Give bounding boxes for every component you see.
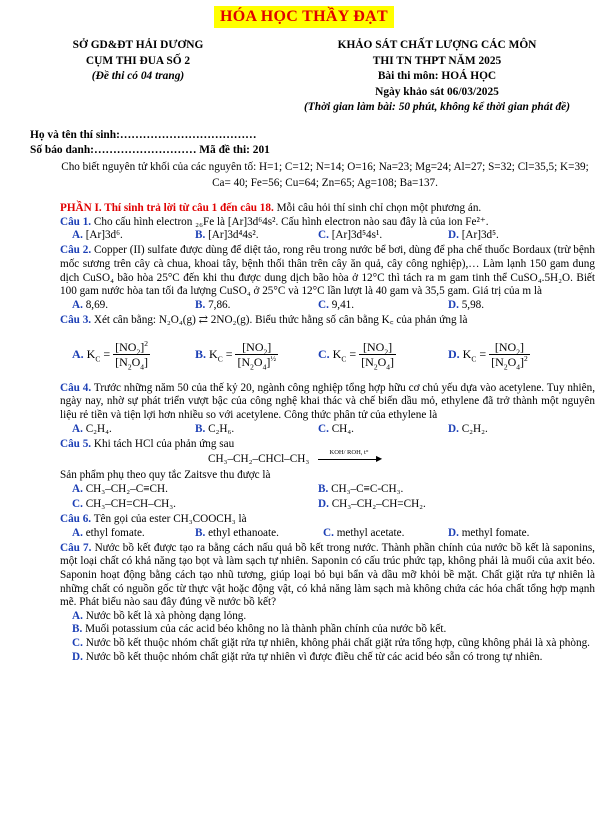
option-d[interactable]: D. $K_C$ = $\frac{[NO_2]}{[N_2O_4]^2}$	[448, 339, 528, 372]
question-3-options	[60, 328, 595, 376]
option-d[interactable]: D. methyl fomate.	[448, 526, 530, 539]
reaction-condition: KOH/ ROH, t°	[329, 449, 369, 457]
question-4-options	[60, 423, 595, 438]
option-a[interactable]: A. ethyl fomate.	[72, 526, 145, 539]
option-b[interactable]: B. ethyl ethanoate.	[195, 526, 279, 539]
question-5-options-cd	[60, 498, 595, 513]
option-b[interactable]: B. Muối potassium của các acid béo không no là thành phần chính của nước bồ kết.	[72, 623, 447, 636]
student-info	[30, 128, 590, 158]
option-d[interactable]: D. CH₃–CH₂–CH=CH₂.	[318, 497, 426, 510]
option-a[interactable]: A. [Ar]3d⁶.	[72, 229, 123, 242]
header-left	[38, 38, 238, 85]
option-d[interactable]: D. Nước bồ kết thuộc nhóm chất giặt rửa tự nhiên vì được điều chế từ các acid béo sẵn có trong tự nhiên.	[72, 650, 543, 663]
banner-title: HÓA HỌC THẦY ĐẠT	[214, 6, 394, 28]
option-c[interactable]: C. [Ar]3d⁵4s¹.	[318, 229, 383, 242]
option-b[interactable]: B. CH₃–C≡C-CH₃.	[318, 482, 404, 495]
question-7: Câu 7. Nước bồ kết được tạo ra bằng cách nấu quả bồ kết trong nước. Thành phần chính của nước bồ kết là saponins, một loại chất có khả năng tạo bọt và làm sạch tự nhiên. Saponin có cấu trúc phức tạp, không phải là muối của axit béo. Saponin hoạt động bằng cách tạo nhũ tương, giúp loại bỏ bụi bẩn và dầu mỡ khỏi bề mặt. Chất giặt rửa tự nhiên là những chất có nguồn gốc từ thực vật hoặc động vật, có khả năng làm sạch mà không chứa các hóa chất tổng hợp mạnh mẽ. Phát biểu nào sau đây đúng về nước bồ kết?	[60, 541, 595, 609]
question-6: Câu 6. Tên gọi của ester CH₃COOCH₃ là	[60, 512, 247, 525]
option-c[interactable]: C. 9,41.	[318, 298, 355, 311]
cluster: CỤM THI ĐUA SỐ 2	[85, 54, 191, 67]
student-id-field: Số báo danh:……………………… Mã đề thi: 201	[30, 144, 270, 156]
option-a[interactable]: A. Nước bồ kết là xà phòng dạng lỏng.	[72, 609, 247, 622]
option-c[interactable]: C. methyl acetate.	[323, 526, 405, 539]
reaction-arrow	[318, 459, 380, 460]
exam-duration: (Thời gian làm bài: 50 phút, không kể thời gian phát đề)	[303, 101, 571, 113]
part1-heading: PHẦN I. Thí sinh trả lời từ câu 1 đến câu 18. Mỗi câu hỏi thí sinh chỉ chọn một phương án.	[60, 202, 482, 214]
question-5-options-ab	[60, 483, 595, 498]
option-c[interactable]: C. CH₄.	[318, 422, 354, 435]
question-1-options	[60, 229, 595, 244]
content	[60, 202, 595, 664]
option-c[interactable]: C. CH₃–CH=CH–CH₃.	[72, 497, 176, 510]
option-d[interactable]: D. C₂H₂.	[448, 422, 488, 435]
department: SỞ GD&ĐT HẢI DƯƠNG	[72, 39, 204, 51]
option-b[interactable]: B. [Ar]3d⁴4s².	[195, 229, 259, 242]
question-3: Câu 3. Xét cân bằng: N₂O₄(g) ⇄ 2NO₂(g). Biểu thức hằng số cân bằng K꜀ của phản ứng là	[60, 313, 468, 326]
exam-date: Ngày khảo sát 06/03/2025	[375, 85, 499, 98]
page-count: (Đề thi có 04 trang)	[91, 70, 185, 82]
exam-subject: Bài thi môn: HOÁ HỌC	[377, 70, 497, 82]
exam-year: THI TN THPT NĂM 2025	[372, 54, 502, 67]
exam-title: KHẢO SÁT CHẤT LƯỢNG CÁC MÔN	[337, 39, 537, 51]
question-4: Câu 4. Trước những năm 50 của thế kỷ 20, ngành công nghiệp tổng hợp hữu cơ chủ yếu dựa vào acetylene. Tuy nhiên, ngày nay, nhờ sự phát triển vượt bậc của công nghệ khai thác và chế biến dầu mỏ, ethylene đã trở thành một nguyên liệu rẻ tiền và tiện lợi hơn nhiều so với acetylene. Công thức phân tử của ethylene là	[60, 381, 595, 421]
option-d[interactable]: D. 5,98.	[448, 298, 485, 311]
atomic-masses: Cho biết nguyên tử khối của các nguyên tố: H=1; C=12; N=14; O=16; Na=23; Mg=24; Al=27; S=32; Cl=35,5; K=39; Ca= 40; Fe=56; Cu=64; Zn=65; Ag=108; Ba=137.	[61, 161, 589, 189]
header-right	[272, 38, 602, 116]
option-a[interactable]: A. 8,69.	[72, 298, 109, 311]
option-a[interactable]: A. CH₃–CH₂–C≡CH.	[72, 482, 168, 495]
question-5: Câu 5. Khi tách HCl của phản ứng sau	[60, 437, 235, 450]
option-a[interactable]: A. $K_C$ = $\frac{[NO_2]^2}{[N_2O_4]}$	[72, 338, 148, 372]
arrow-head-icon: ▶	[376, 454, 383, 464]
option-c[interactable]: C. $K_C$ = $\frac{[NO_2]}{[N_2O_4]}$	[318, 339, 394, 372]
question-2-options	[60, 299, 595, 314]
option-a[interactable]: A. C₂H₄.	[72, 422, 112, 435]
question-1: Câu 1. Cho cấu hình electron ₂₆Fe là [Ar]3d⁶4s². Cấu hình electron nào sau đây là của ion Fe²⁺.	[60, 215, 489, 228]
question-5-prompt: Sản phẩm phụ theo quy tắc Zaitsve thu được là	[60, 469, 271, 482]
option-d[interactable]: D. [Ar]3d⁵.	[448, 229, 499, 242]
question-2: Câu 2. Copper (II) sulfate được dùng để diệt tảo, rong rêu trong nước bể bơi, dùng để pha chế thuốc Bordaux (trừ bệnh mốc sương trên cây cà chua, khoai tây, bệnh thối thân trên cây ăn quả, cây công nghiệp),… Làm lạnh 150 gam dung dịch CuSO₄ bão hòa 25°C đến khi thu được dung dịch bão hòa ở 12°C thì tách ra m gam tinh thể CuSO₄.5H₂O. Biết 100 gam nước hòa tan tối đa lượng CuSO₄ ở 25°C và 12°C lần lượt là 40 gam và 35,5 gam. Giá trị của m là	[60, 244, 595, 298]
question-5-reaction	[60, 451, 595, 469]
option-b[interactable]: B. $K_C$ = $\frac{[NO_2]}{[N_2O_4]^{\frac{1}{2}}}$	[195, 339, 276, 372]
option-b[interactable]: B. 7,86.	[195, 298, 231, 311]
student-name-field: Họ và tên thí sinh:………………………………	[30, 129, 257, 141]
option-b[interactable]: B. C₂H₆.	[195, 422, 235, 435]
question-6-options	[60, 527, 595, 542]
option-c[interactable]: C. Nước bồ kết thuộc nhóm chất giặt rửa tự nhiên, không phải chất giặt rửa tổng hợp, cũng không phải là xà phòng.	[72, 637, 590, 650]
reactant: CH₃–CH₂–CHCl–CH₃	[208, 453, 310, 466]
